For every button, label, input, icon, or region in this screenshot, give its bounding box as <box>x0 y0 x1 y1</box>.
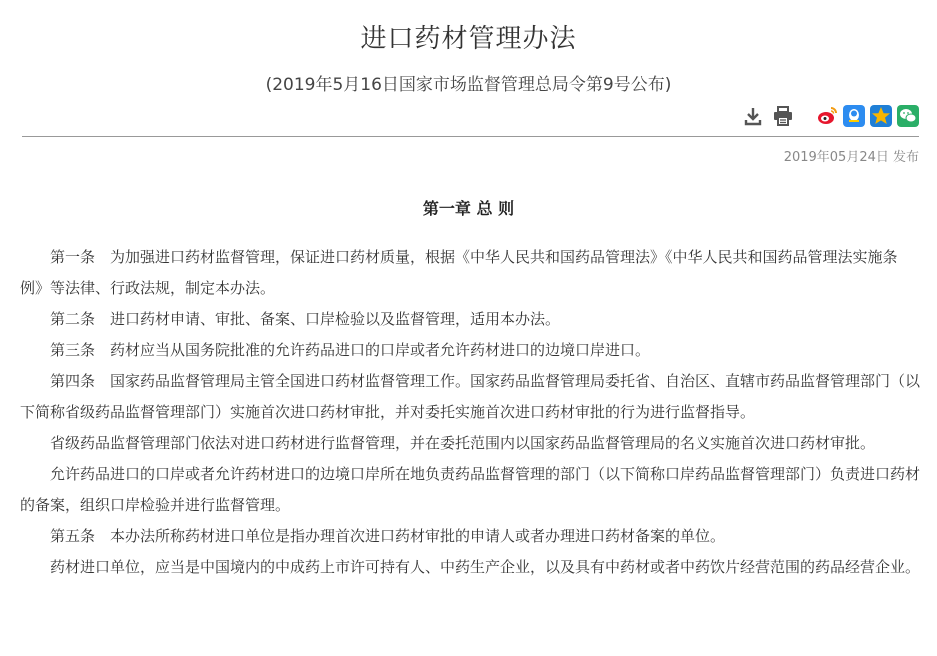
page-title: 进口药材管理办法 <box>360 24 577 54</box>
publish-date: 2019年05月24日 发布 <box>783 150 919 165</box>
paragraph: 第一条 为加强进口药材监督管理，保证进口药材质量，根据《中华人民共和国药品管理法》《中华人民共和国药品管理法实施条例》等法律、行政法规，制定本办法。 <box>20 248 898 297</box>
paragraph: 第二条 进口药材申请、审批、备案、口岸检验以及监督管理，适用本办法。 <box>50 310 561 328</box>
paragraph: 允许药品进口的口岸或者允许药材进口的边境口岸所在地负责药品监督管理的部门（以下简称口岸药品监督管理部门）负责进口药材的备案，组织口岸检验并进行监督管理。 <box>20 465 921 514</box>
paragraph: 第五条 本办法所称药材进口单位是指办理首次进口药材审批的申请人或者办理进口药材备案的单位。 <box>50 527 726 545</box>
chapter-heading: 第一章 总 则 <box>422 199 515 218</box>
wechat-icon[interactable] <box>897 105 919 127</box>
page-subtitle: (2019年5月16日国家市场监督管理总局令第9号公布) <box>265 75 672 95</box>
paragraph: 第四条 国家药品监督管理局主管全国进口药材监督管理工作。国家药品监督管理局委托省、自治区、直辖市药品监督管理部门（以下简称省级药品监督管理部门）实施首次进口药材审批，并对委托实施首次进口药材审批的行为进行监督指导。 <box>20 372 921 421</box>
article-body <box>20 242 920 583</box>
weibo-icon[interactable] <box>816 105 838 127</box>
paragraph: 第三条 药材应当从国务院批准的允许药品进口的口岸或者允许药材进口的边境口岸进口。 <box>50 341 651 359</box>
download-icon[interactable] <box>741 104 765 128</box>
article-toolbar <box>735 100 919 132</box>
header-divider <box>22 136 919 137</box>
qzone-icon[interactable] <box>870 105 892 127</box>
qq-icon[interactable] <box>843 105 865 127</box>
paragraph: 省级药品监督管理部门依法对进口药材进行监督管理，并在委托范围内以国家药品监督管理局的名义实施首次进口药材审批。 <box>50 434 876 452</box>
paragraph: 药材进口单位，应当是中国境内的中成药上市许可持有人、中药生产企业，以及具有中药材或者中药饮片经营范围的药品经营企业。 <box>50 558 921 576</box>
print-icon[interactable] <box>771 104 795 128</box>
